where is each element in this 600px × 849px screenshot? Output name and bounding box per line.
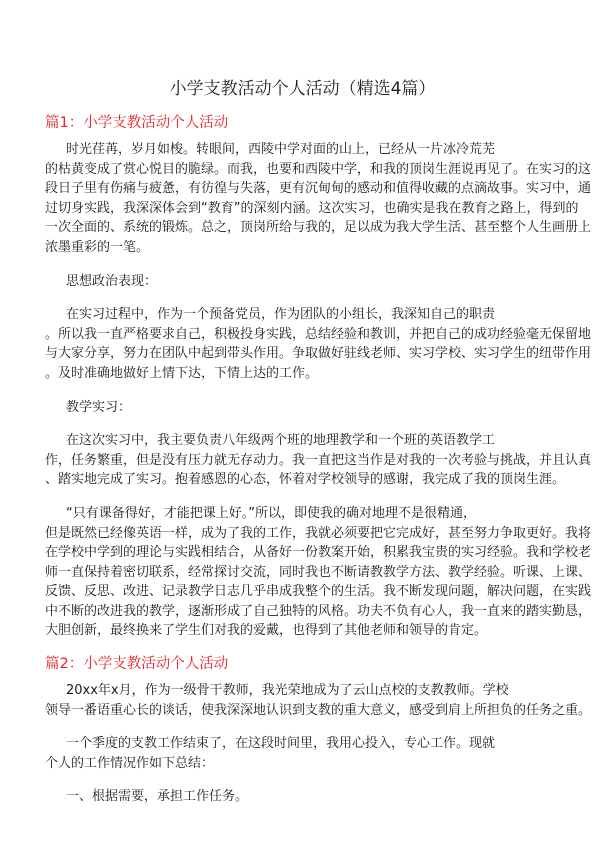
paragraph-line: 在实习过程中，作为一个预备党员，作为团队的小组长，我深知自己的职责 xyxy=(66,307,496,323)
paragraph-line: 、踏实地完成了实习。抱着感恩的心态，怀着对学校领导的感谢，我完成了我的顶岗生涯。 xyxy=(45,472,566,488)
document-body xyxy=(45,112,592,807)
paragraph-line: 在这次实习中，我主要负责八年级两个班的地理教学和一个班的英语教学工 xyxy=(66,433,496,449)
paragraph-line: 一次全面的、系统的锻炼。总之，顶岗所给与我的，足以成为我大学生活、甚至整个人生画册上 xyxy=(45,220,592,236)
paragraph-line: 师一直保持着密切联系，经常探讨交流，同时我也不断请教教学方法、教学经验。听课、上课、 xyxy=(45,564,592,580)
paragraph-line: 20xx年x月，作为一级骨干教师，我光荣地成为了云山点校的支教教师。学校 xyxy=(66,683,509,699)
paragraph-line: 时光荏苒，岁月如梭。转眼间，西陵中学对面的山上，已经从一片冰冷荒芜 xyxy=(66,142,496,157)
paragraph-line: 与大家分享，努力在团队中起到带头作用。争取做好驻线老师、实习学校、实习学生的纽带作用 xyxy=(45,346,592,362)
paragraph-line: 浓墨重彩的一笔。 xyxy=(45,239,150,255)
paragraph-line: 思想政治表现： xyxy=(66,273,158,289)
paragraph-line: “只有课备得好，才能把课上好。”所以，即使我的确对地理不是很精通， xyxy=(66,505,476,521)
paragraph-line: 一、根据需要，承担工作任务。 xyxy=(66,789,249,805)
paragraph xyxy=(45,305,592,383)
paragraph-line: 个人的工作情况作如下总结： xyxy=(45,755,215,771)
paragraph-line: 的枯黄变成了赏心悦目的脆绿。而我，也要和西陵中学，和我的顶岗生涯说再见了。在实习的这 xyxy=(45,161,592,177)
paragraph-line: 大胆创新，最终换来了学生们对我的爱戴，也得到了其他老师和领导的肯定。 xyxy=(45,623,488,639)
paragraph xyxy=(45,504,592,641)
section-1 xyxy=(45,112,592,641)
paragraph-line: 段日子里有伤痛与疲惫，有彷徨与失落，更有沉甸甸的感动和值得收藏的点滴故事。实习中，通 xyxy=(45,181,592,197)
paragraph xyxy=(45,272,560,292)
paragraph xyxy=(45,398,560,418)
paragraph-line: 教学实习： xyxy=(66,399,132,415)
paragraph xyxy=(45,734,560,773)
paragraph-line: 领导一番语重心长的谈话，使我深深地认识到支教的重大意义，感受到肩上所担负的任务之重。 xyxy=(45,702,592,718)
section-heading: 篇2：小学支教活动个人活动 xyxy=(45,656,229,673)
paragraph xyxy=(45,681,592,720)
paragraph xyxy=(45,140,592,258)
document-title: 小学支教活动个人活动（精选4篇） xyxy=(169,79,436,99)
paragraph-line: 过切身实践，我深深体会到“教育”的深刻内涵。这次实习，也确实是我在教育之路上，得到的 xyxy=(45,200,579,216)
section-2 xyxy=(45,653,592,807)
paragraph-line: 在学校中学到的理论与实践相结合，从备好一份教案开始，积累我宝贵的实习经验。我和学校老 xyxy=(45,545,592,561)
paragraph-line: 一个季度的支教工作结束了，在这段时间里，我用心投入，专心工作。现就 xyxy=(66,736,496,752)
paragraph-line: 。所以我一直严格要求自己，积极投身实践，总结经验和教训，并把自己的成功经验毫无保留地 xyxy=(45,326,592,342)
section-heading: 篇1：小学支教活动个人活动 xyxy=(45,115,229,131)
paragraph-line: 中不断的改进我的教学，逐渐形成了自己独特的风格。功夫不负有心人，我一直来的踏实勤恳， xyxy=(45,603,592,619)
document-page xyxy=(45,76,592,821)
paragraph xyxy=(45,431,592,490)
paragraph xyxy=(45,787,560,807)
paragraph-line: 反馈、反思、改进、记录教学日志几乎串成我整个的生活。我不断发现问题，解决问题，在实践 xyxy=(45,584,592,600)
paragraph-line: 但是既然已经像英语一样，成为了我的工作，我就必须要把它完成好，甚至努力争取更好。我将 xyxy=(45,525,592,541)
paragraph-line: 。及时准确地做好上情下达，下情上达的工作。 xyxy=(45,365,319,381)
paragraph-line: 作，任务繁重，但是没有压力就无存动力。我一直把这当作是对我的一次考验与挑战，并且认真 xyxy=(45,452,592,468)
